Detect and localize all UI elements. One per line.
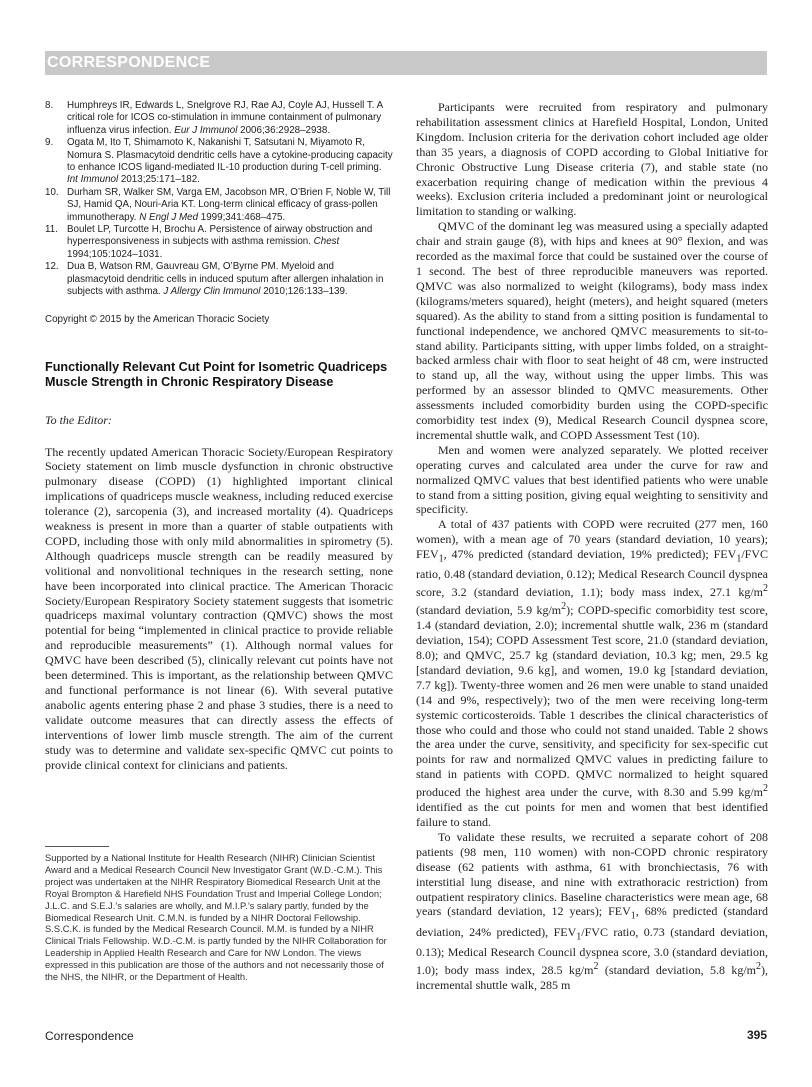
- body-paragraph: A total of 437 patients with COPD were recruited (277 men, 160 women), with a mean age of 70 years (standard deviation, 10 years); $FEV_1$, 47% predicted (standard deviation, 19% predicted); $FEV_1$/FVC ratio, 0.48 (standard deviation, 0.12); Medical Research Council dyspnea score, 3.2 (standard deviation, 1.1); body mass index, 27.1 $kg/m^2$ (standard deviation, 5.9 $kg/m^2$); COPD-specific comorbidity test score, 1.4 (standard deviation, 2.0); incremental shuttle walk, 236 m (standard deviation, 154); COPD Assessment Test score, 21.0 (standard deviation, 8.0); and QMVC, 25.7 kg (standard deviation, 10.3 kg; men, 29.5 kg [standard deviation, 9.6 kg], and women, 19.0 kg [standard deviation, 7.7 kg]). Twenty-three women and 26 men were unable to stand unaided (14 and 9%, respectively); two of the men were receiving long-term systemic corticosteroids. Table 1 describes the clinical characteristics of those who could and those who could not stand unaided. Table 2 shows the area under the curve, sensitivity, and specificity for sex-specific cut points for raw and normalized QMVC values in predicting failure to stand in patients with COPD. QMVC normalized to height squared produced the highest area under the curve, with 8.30 and 5.99 $kg/m^2$ identified as the cut points for men and women that best identified failure to stand.: [416, 517, 768, 829]
- footer-section-label: Correspondence: [45, 1029, 134, 1043]
- footnote-divider: [45, 846, 109, 847]
- section-header: CORRESPONDENCE: [45, 51, 767, 75]
- right-column: [416, 100, 768, 993]
- copyright-notice: Copyright © 2015 by the American Thoracic Society: [45, 313, 270, 325]
- reference-item: 9. Ogata M, Ito T, Shimamoto K, Nakanishi T, Satsutani N, Miyamoto R, Nomura S. Plasmacytoid dendritic cells have a cytokine-producing capacity to enhance ICOS ligand-mediated IL-10 production during T-cell priming. Int Immunol 2013;25:171–182.: [45, 137, 393, 186]
- page-number: 395: [746, 1028, 767, 1042]
- reference-item: 12. Dua B, Watson RM, Gauvreau GM, O’Byrne PM. Myeloid and plasmacytoid dendritic cells in induced sputum after allergen inhalation in subjects with asthma. J Allergy Clin Immunol 2010;126:133–139.: [45, 261, 384, 298]
- funding-footnote: Supported by a National Institute for Health Research (NIHR) Clinician Scientist Award and a Medical Research Council New Investigator Grant (W.D.-C.M.). This project was undertaken at the NIHR Respiratory Biomedical Research Unit at the Royal Brompton & Harefield NHS Foundation Trust and Imperial College London; J.L.C. and S.E.J.’s salaries are wholly, and M.I.P.’s salary partly, funded by the Biomedical Research Unit. C.M.N. is funded by a NIHR Doctoral Fellowship. S.S.C.K. is funded by the Medical Research Council. M.M. is funded by a NIHR Clinical Trials Fellowship. W.D.-C.M. is partly funded by the NIHR Collaboration for Leadership in Applied Health Research and Care for NW London. The views expressed in this publication are those of the authors and not necessarily those of the NHS, the NIHR, or the Department of Health.: [45, 852, 387, 983]
- left-column: [45, 100, 393, 772]
- reference-item: 10. Durham SR, Walker SM, Varga EM, Jacobson MR, O’Brien F, Noble W, Till SJ, Hamid QA, Nouri-Aria KT. Long-term clinical efficacy of grass-pollen immunotherapy. N Engl J Med 1999;341:468–475.: [45, 186, 391, 223]
- body-paragraph: QMVC of the dominant leg was measured using a specially adapted chair and strain gauge (8), with hips and knees at 90° flexion, and was recorded as the maximal force that could be sustained over the course of 1 second. The best of three reproducible maneuvers was reported. QMVC was also normalized to weight (kilograms), body mass index (kilograms/meters squared), height (meters), and height squared (meters squared). As the ability to stand from a sitting position is fundamental to functional independence, we anchored QMVC measurements to sit-to-stand ability. Participants sitting, with upper limbs folded, on a straight-backed armless chair with floor to seat height of 48 cm, were instructed to stand up, all the way, without using the upper limbs. This was performed by an assessor blinded to QMVC measurements. Other assessments included comorbidity burden using the COPD-specific comorbidity test index (9), Medical Research Council dyspnea score, incremental shuttle walk, and COPD Assessment Test (10).: [416, 219, 768, 442]
- body-paragraph: To validate these results, we recruited a separate cohort of 208 patients (98 men, 110 women) with non-COPD chronic respiratory disease (62 patients with asthma, 61 with bronchiectasis, 76 with interstitial lung disease, and nine with extrathoracic restriction) from outpatient respiratory clinics. Baseline characteristics were mean age, 68 years (standard deviation, 12 years); $FEV_1$, 68% predicted (standard deviation, 24% predicted), $FEV_1$/FVC ratio, 0.73 (standard deviation, 0.13); Medical Research Council dyspnea score, 3.0 (standard deviation, 1.0); body mass index, 28.5 $kg/m^2$ (standard deviation, 5.8 $kg/m^2$), incremental shuttle walk, 285 m: [416, 829, 768, 992]
- reference-list: [45, 100, 393, 299]
- reference-item: 8. Humphreys IR, Edwards L, Snelgrove RJ, Rae AJ, Coyle AJ, Hussell T. A critical role for ICOS co-stimulation in immune containment of pulmonary influenza virus infection. Eur J Immunol 2006;36:2928–2938.: [45, 100, 383, 136]
- salutation: To the Editor:: [45, 412, 112, 427]
- body-paragraph: The recently updated American Thoracic Society/European Respiratory Society statement on limb muscle dysfunction in chronic obstructive pulmonary disease (COPD) (1) highlighted important clinical implications of quadriceps muscle weakness, including reduced exercise tolerance (2), sarcopenia (3), and increased mortality (4). Quadriceps weakness is present in more than a quarter of stable outpatients with COPD, including those with only mild abnormalities in spirometry (5). Although quadriceps muscle strength can be readily measured by volitional and nonvolitional techniques in the research setting, none have been incorporated into clinical practice. The American Thoracic Society/European Respiratory Society statement suggests that isometric quadriceps maximal voluntary contraction (QMVC) shows the most potential for being “implemented in clinical practice to provide reliable and reproducible measurements” (1). Although normal values for QMVC have been described (5), clinically relevant cut points have not been determined. This is important, as the relationship between QMVC and functional performance is not linear (6). With several putative anabolic agents entering phase 2 and phase 3 studies, there is a need to validate outcome measures that can directly assess the effects of interventions of lower limb muscle strength. The aim of the current study was to determine and validate sex-specific QMVC cut points to provide clinical context for clinicians and patients.: [45, 444, 393, 772]
- article-title: Functionally Relevant Cut Point for Isometric Quadriceps Muscle Strength in Chronic Respiratory Disease: [45, 359, 388, 389]
- body-paragraph: Men and women were analyzed separately. We plotted receiver operating curves and calculated area under the curve for raw and normalized QMVC values that best identified patients who were unable to stand from a sitting position, giving equal weighting to sensitivity and specificity.: [416, 442, 768, 517]
- body-paragraph: Participants were recruited from respiratory and pulmonary rehabilitation assessment clinics at Harefield Hospital, London, United Kingdom. Inclusion criteria for the derivation cohort included age older than 35 years, a diagnosis of COPD according to Global Initiative for Chronic Obstructive Lung Disease criteria (7), and stable state (no exacerbation requiring change of medication within the previous 4 weeks). Exclusion criteria included a predominant joint or neurological limitation to standing or walking.: [416, 100, 768, 219]
- reference-item: 11. Boulet LP, Turcotte H, Brochu A. Persistence of airway obstruction and hyperresponsiveness in subjects with asthma remission. Chest 1994;105:1024–1031.: [45, 224, 373, 260]
